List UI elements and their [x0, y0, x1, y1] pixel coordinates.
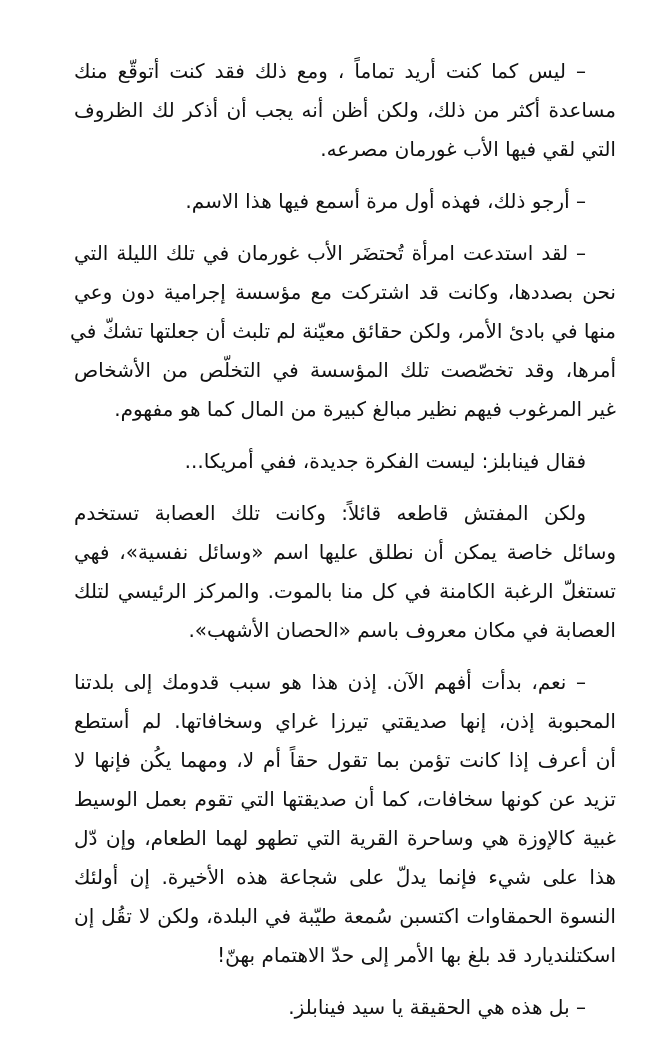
paragraph: [74, 182, 616, 221]
text-line: منها في بادئ الأمر، ولكن حقائق معيّنة لم تلبث أن جعلتها تشكّ في: [70, 319, 616, 343]
text-line: نحن بصددها، وكانت قد اشتركت مع مؤسسة إجرامية دون وعي: [74, 280, 616, 304]
text-line: – لقد استدعت امرأة تُحتضَر الأب غورمان في تلك الليلة التي: [74, 241, 586, 265]
text-line: العصابة في مكان معروف باسم «الحصان الأشهب».: [188, 618, 616, 642]
text-line: وسائل خاصة يمكن أن نطلق عليها اسم «وسائل نفسية»، فهي: [74, 540, 616, 564]
text-line: فقال فينابلز: ليست الفكرة جديدة، ففي أمريكا...: [184, 449, 586, 473]
paragraph: [74, 52, 616, 169]
text-line: أن أعرف إذا كانت تؤمن بما تقول حقاً أم لا، ومهما يكُن فإنها لا: [74, 748, 616, 772]
text-line: غبية كالإوزة هي وساحرة القرية التي تطهو لهما الطعام، وإن دّل: [74, 826, 616, 850]
text-line: اسكتلنديارد قد بلغ بها الأمر إلى حدّ الاهتمام بهنّ!: [217, 943, 616, 967]
text-line: المحبوبة إذن، إنها صديقتي تيرزا غراي وسخافاتها. لم أستطع: [74, 709, 616, 733]
text-line: تزيد عن كونها سخافات، كما أن صديقتها التي تقوم بعمل الوسيط: [74, 787, 616, 811]
paragraph: [70, 234, 616, 429]
text-line: أمرها، وقد تخصّصت تلك المؤسسة في التخلّص من الأشخاص: [74, 358, 616, 382]
text-line: – بل هذه هي الحقيقة يا سيد فينابلز.: [288, 995, 586, 1019]
document-page: [70, 52, 616, 1040]
paragraph: [74, 442, 616, 481]
text-line: النسوة الحمقاوات اكتسبن سُمعة طيّبة في البلدة، ولكن لا تقُل إن: [74, 904, 616, 928]
text-line: ولكن المفتش قاطعه قائلاً: وكانت تلك العصابة تستخدم: [74, 501, 586, 525]
text-line: غير المرغوب فيهم نظير مبالغ كبيرة من المال كما هو مفهوم.: [114, 397, 616, 421]
text-line: – ليس كما كنت أريد تماماً ، ومع ذلك فقد كنت أتوقّع منك: [74, 59, 586, 83]
paragraph: [74, 988, 616, 1027]
text-line: – نعم، بدأت أفهم الآن. إذن هذا هو سبب قدومك إلى بلدتنا: [74, 670, 586, 694]
text-line: هذا على شيء فإنما يدلّ على شجاعة هذه الأخيرة. إن أولئك: [74, 865, 616, 889]
text-line: التي لقي فيها الأب غورمان مصرعه.: [320, 137, 616, 161]
text-line: تستغلّ الرغبة الكامنة في كل منا بالموت. والمركز الرئيسي لتلك: [74, 579, 616, 603]
paragraph: [74, 663, 616, 975]
text-line: مساعدة أكثر من ذلك، ولكن أظن أنه يجب أن أذكر لك الظروف: [74, 98, 616, 122]
text-line: – أرجو ذلك، فهذه أول مرة أسمع فيها هذا الاسم.: [185, 189, 586, 213]
paragraph: [74, 494, 616, 650]
